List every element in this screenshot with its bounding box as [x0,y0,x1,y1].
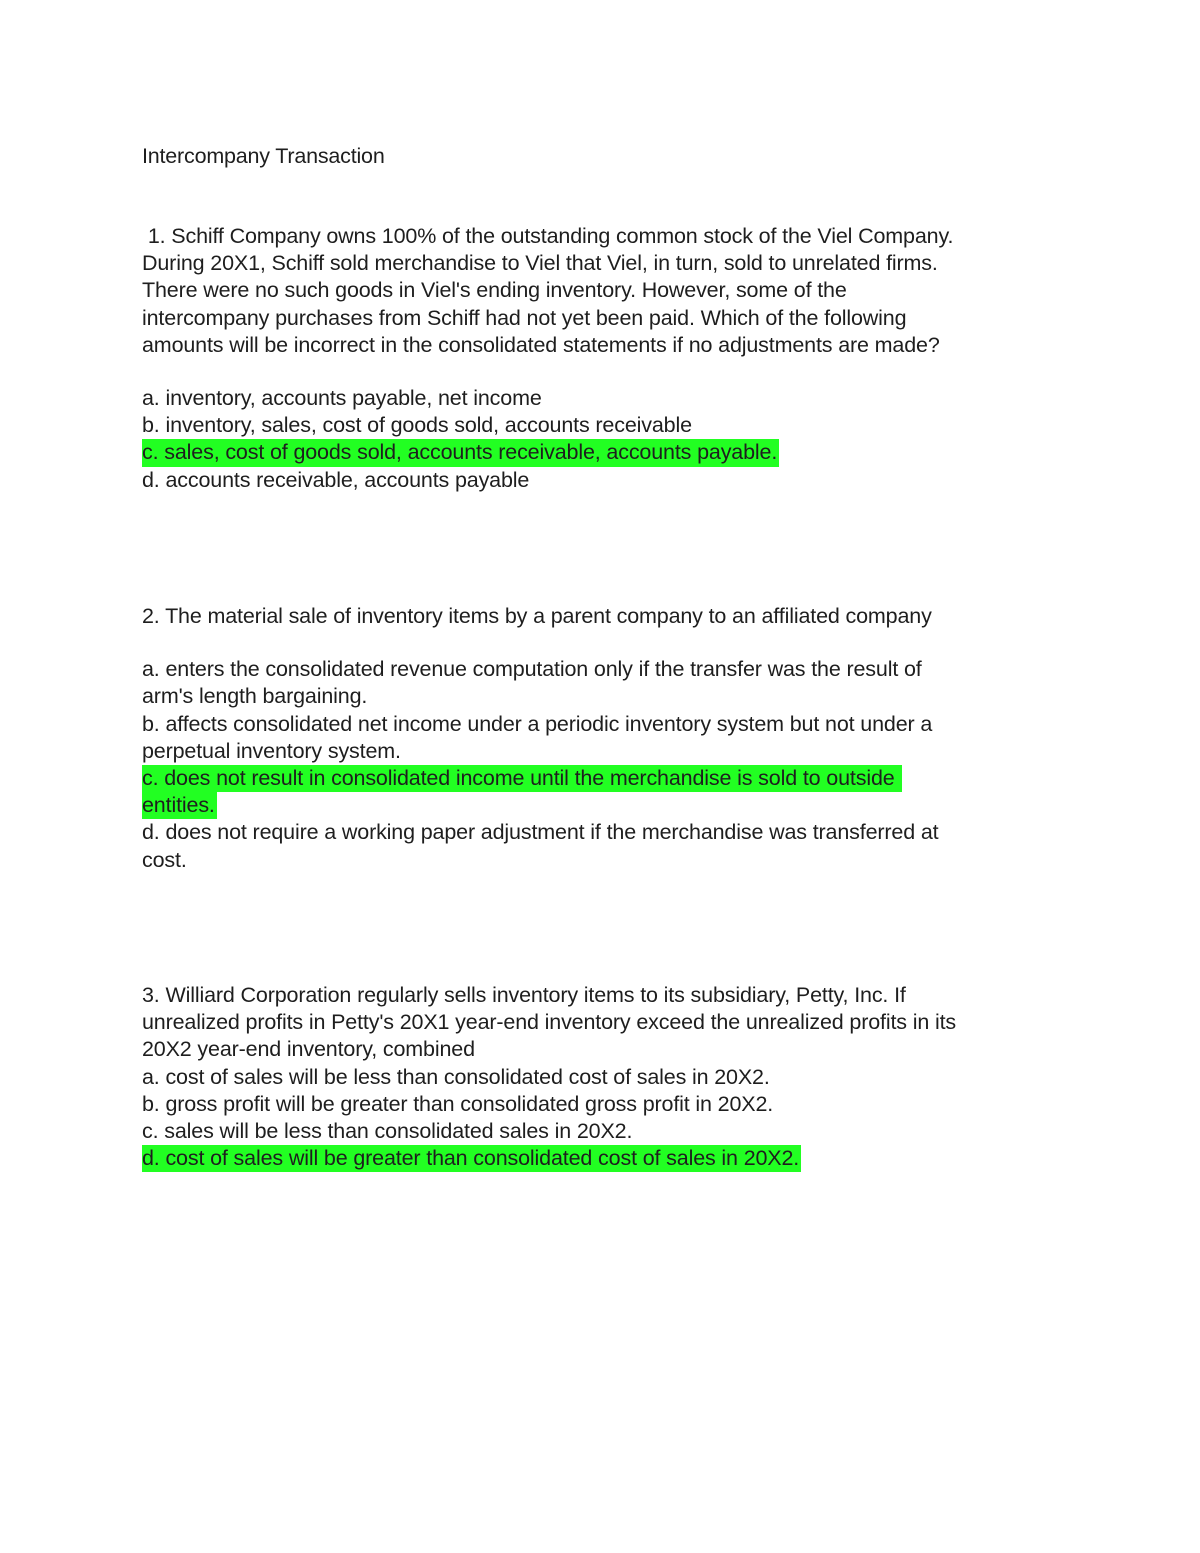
question-3-option-b: b. gross profit will be greater than consolidated gross profit in 20X2. [142,1091,774,1116]
question-3-option-a: a. cost of sales will be less than consolidated cost of sales in 20X2. [142,1064,770,1089]
question-1-stem-line-2: During 20X1, Schiff sold merchandise to Viel that Viel, in turn, sold to unrelated firms. [142,251,938,276]
question-1-stem-line-3: There were no such goods in Viel's ending inventory. However, some of the [142,278,847,303]
question-1-option-a: a. inventory, accounts payable, net income [142,386,542,411]
question-2-option-c-answer-line-2 [142,792,1067,819]
question-1-option-d: d. accounts receivable, accounts payable [142,467,530,492]
question-3-stem-line-3: 20X2 year-end inventory, combined [142,1037,475,1062]
question-3-stem-line-2: unrealized profits in Petty's 20X1 year-end inventory exceed the unrealized profits in its [142,1010,957,1035]
question-3-option-d-answer [142,1145,1067,1172]
question-1-stem-line-4: intercompany purchases from Schiff had not yet been paid. Which of the following [142,305,907,330]
question-3 [142,982,1067,1172]
answer-highlight: d. cost of sales will be greater than consolidated cost of sales in 20X2. [142,1145,801,1172]
question-3-option-c: c. sales will be less than consolidated sales in 20X2. [142,1119,633,1144]
spacer [142,630,1067,656]
question-2-option-b-line-1: b. affects consolidated net income under a periodic inventory system but not under a [142,711,933,736]
question-2 [142,603,1067,874]
question-2-option-b-line-2: perpetual inventory system. [142,738,401,763]
question-1 [142,223,1067,494]
question-2-option-d-line-2: cost. [142,847,187,872]
answer-highlight: c. sales, cost of goods sold, accounts receivable, accounts payable. [142,439,779,466]
question-1-stem-line-5: amounts will be incorrect in the consolidated statements if no adjustments are made? [142,332,940,357]
question-2-option-a-line-2: arm's length bargaining. [142,684,368,709]
answer-highlight: entities. [142,792,217,819]
question-1-stem-line-1: 1. Schiff Company owns 100% of the outstanding common stock of the Viel Company. [142,224,954,248]
question-2-stem-line-1: 2. The material sale of inventory items by a parent company to an affiliated company [142,604,932,628]
question-2-option-a-line-1: a. enters the consolidated revenue computation only if the transfer was the result of [142,657,922,682]
question-1-option-b: b. inventory, sales, cost of goods sold, accounts receivable [142,413,692,438]
document-title: Intercompany Transaction [142,144,385,168]
question-3-stem-line-1: 3. Williard Corporation regularly sells inventory items to its subsidiary, Petty, Inc. If [142,983,906,1007]
question-1-option-c-answer [142,439,1067,466]
answer-highlight: c. does not result in consolidated income until the merchandise is sold to outside [142,765,902,792]
spacer [142,359,1067,385]
question-2-option-c-answer-line-1 [142,765,1067,792]
question-2-option-d-line-1: d. does not require a working paper adjustment if the merchandise was transferred at [142,820,939,845]
